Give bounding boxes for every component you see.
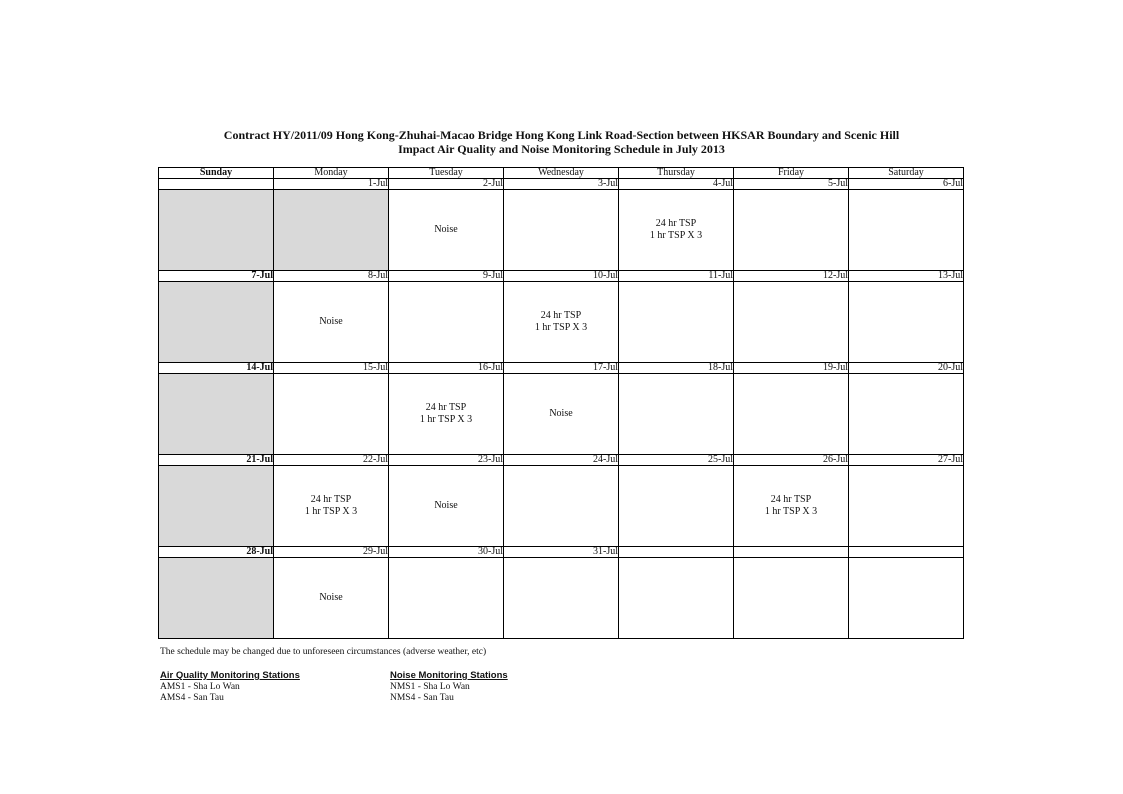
day-cell-thursday	[619, 466, 734, 547]
monitoring-activity: Noise	[319, 592, 343, 603]
day-cell-wednesday	[504, 558, 619, 639]
schedule-row	[159, 282, 964, 363]
day-cell-sunday	[159, 466, 274, 547]
date-label-tuesday: 23-Jul	[389, 455, 504, 466]
weekday-wednesday: Wednesday	[504, 168, 619, 179]
date-label-friday	[734, 547, 849, 558]
monitoring-activity: 24 hr TSP	[310, 494, 352, 505]
date-label-saturday: 27-Jul	[849, 455, 964, 466]
day-cell-monday	[274, 466, 389, 547]
weekday-thursday: Thursday	[619, 168, 734, 179]
weekday-saturday: Saturday	[849, 168, 964, 179]
air-quality-legend-heading: Air Quality Monitoring Stations	[160, 670, 300, 681]
date-label-thursday: 11-Jul	[619, 271, 734, 282]
monitoring-activity: Noise	[549, 408, 573, 419]
date-label-friday: 26-Jul	[734, 455, 849, 466]
day-cell-friday	[734, 558, 849, 639]
date-label-monday: 8-Jul	[274, 271, 389, 282]
schedule-note: The schedule may be changed due to unforeseen circumstances (adverse weather, etc)	[160, 647, 487, 657]
day-cell-monday	[274, 282, 389, 363]
date-label-wednesday: 31-Jul	[504, 547, 619, 558]
calendar-body	[159, 179, 964, 639]
weekday-tuesday: Tuesday	[389, 168, 504, 179]
weekday-monday: Monday	[274, 168, 389, 179]
date-label-sunday: 21-Jul	[159, 455, 274, 466]
day-cell-friday	[734, 190, 849, 271]
date-row	[159, 271, 964, 282]
date-row	[159, 179, 964, 190]
day-cell-thursday	[619, 558, 734, 639]
monitoring-activity: 1 hr TSP X 3	[419, 414, 473, 425]
day-cell-tuesday	[389, 466, 504, 547]
monitoring-activity: Noise	[434, 224, 458, 235]
day-cell-wednesday	[504, 466, 619, 547]
day-cell-saturday	[849, 374, 964, 455]
date-label-tuesday: 30-Jul	[389, 547, 504, 558]
monitoring-activity: 24 hr TSP	[425, 402, 467, 413]
noise-station-item: NMS1 - Sha Lo Wan	[390, 682, 470, 692]
air-station-item: AMS1 - Sha Lo Wan	[160, 682, 240, 692]
day-cell-saturday	[849, 190, 964, 271]
date-label-wednesday: 3-Jul	[504, 179, 619, 190]
date-label-friday: 5-Jul	[734, 179, 849, 190]
weekday-sunday: Sunday	[159, 168, 274, 179]
schedule-row	[159, 190, 964, 271]
date-label-thursday: 18-Jul	[619, 363, 734, 374]
date-label-friday: 12-Jul	[734, 271, 849, 282]
monitoring-activity: 1 hr TSP X 3	[764, 506, 818, 517]
monitoring-activity: 24 hr TSP	[540, 310, 582, 321]
weekday-header-row	[159, 168, 964, 179]
date-row	[159, 455, 964, 466]
date-label-wednesday: 10-Jul	[504, 271, 619, 282]
day-cell-monday	[274, 558, 389, 639]
day-cell-thursday	[619, 374, 734, 455]
day-cell-sunday	[159, 190, 274, 271]
noise-station-item: NMS4 - San Tau	[390, 693, 454, 703]
date-label-sunday: 28-Jul	[159, 547, 274, 558]
date-row	[159, 363, 964, 374]
date-label-monday: 1-Jul	[274, 179, 389, 190]
monitoring-activity: 1 hr TSP X 3	[649, 230, 703, 241]
date-label-wednesday: 24-Jul	[504, 455, 619, 466]
schedule-row	[159, 374, 964, 455]
date-label-friday: 19-Jul	[734, 363, 849, 374]
monitoring-activity: 1 hr TSP X 3	[304, 506, 358, 517]
day-cell-saturday	[849, 282, 964, 363]
date-label-monday: 29-Jul	[274, 547, 389, 558]
day-cell-tuesday	[389, 190, 504, 271]
day-cell-friday	[734, 374, 849, 455]
day-cell-thursday	[619, 190, 734, 271]
air-station-item: AMS4 - San Tau	[160, 693, 224, 703]
air-quality-legend	[160, 670, 300, 704]
date-label-sunday	[159, 179, 274, 190]
document-subtitle: Impact Air Quality and Noise Monitoring Schedule in July 2013	[398, 142, 725, 156]
date-label-wednesday: 17-Jul	[504, 363, 619, 374]
day-cell-wednesday	[504, 190, 619, 271]
date-row	[159, 547, 964, 558]
date-label-saturday	[849, 547, 964, 558]
date-label-monday: 22-Jul	[274, 455, 389, 466]
date-label-tuesday: 2-Jul	[389, 179, 504, 190]
date-label-tuesday: 16-Jul	[389, 363, 504, 374]
day-cell-friday	[734, 466, 849, 547]
day-cell-sunday	[159, 374, 274, 455]
date-label-thursday: 25-Jul	[619, 455, 734, 466]
day-cell-tuesday	[389, 558, 504, 639]
date-label-saturday: 20-Jul	[849, 363, 964, 374]
date-label-saturday: 13-Jul	[849, 271, 964, 282]
weekday-friday: Friday	[734, 168, 849, 179]
date-label-monday: 15-Jul	[274, 363, 389, 374]
day-cell-wednesday	[504, 374, 619, 455]
monitoring-activity: 1 hr TSP X 3	[534, 322, 588, 333]
noise-legend-heading: Noise Monitoring Stations	[390, 670, 508, 681]
date-label-tuesday: 9-Jul	[389, 271, 504, 282]
day-cell-sunday	[159, 282, 274, 363]
schedule-row	[159, 466, 964, 547]
date-label-thursday	[619, 547, 734, 558]
date-label-thursday: 4-Jul	[619, 179, 734, 190]
day-cell-friday	[734, 282, 849, 363]
day-cell-monday	[274, 190, 389, 271]
document-title: Contract HY/2011/09 Hong Kong-Zhuhai-Macao Bridge Hong Kong Link Road-Section between HKSAR Boundary and Scenic Hill	[223, 128, 900, 142]
monitoring-activity: Noise	[319, 316, 343, 327]
calendar-table	[158, 167, 964, 639]
date-label-sunday: 7-Jul	[159, 271, 274, 282]
date-label-sunday: 14-Jul	[159, 363, 274, 374]
monitoring-activity: 24 hr TSP	[655, 218, 697, 229]
monitoring-activity: 24 hr TSP	[770, 494, 812, 505]
noise-legend	[390, 670, 508, 704]
day-cell-monday	[274, 374, 389, 455]
day-cell-tuesday	[389, 374, 504, 455]
day-cell-wednesday	[504, 282, 619, 363]
schedule-row	[159, 558, 964, 639]
date-label-saturday: 6-Jul	[849, 179, 964, 190]
day-cell-sunday	[159, 558, 274, 639]
day-cell-saturday	[849, 466, 964, 547]
day-cell-saturday	[849, 558, 964, 639]
monitoring-activity: Noise	[434, 500, 458, 511]
day-cell-thursday	[619, 282, 734, 363]
day-cell-tuesday	[389, 282, 504, 363]
